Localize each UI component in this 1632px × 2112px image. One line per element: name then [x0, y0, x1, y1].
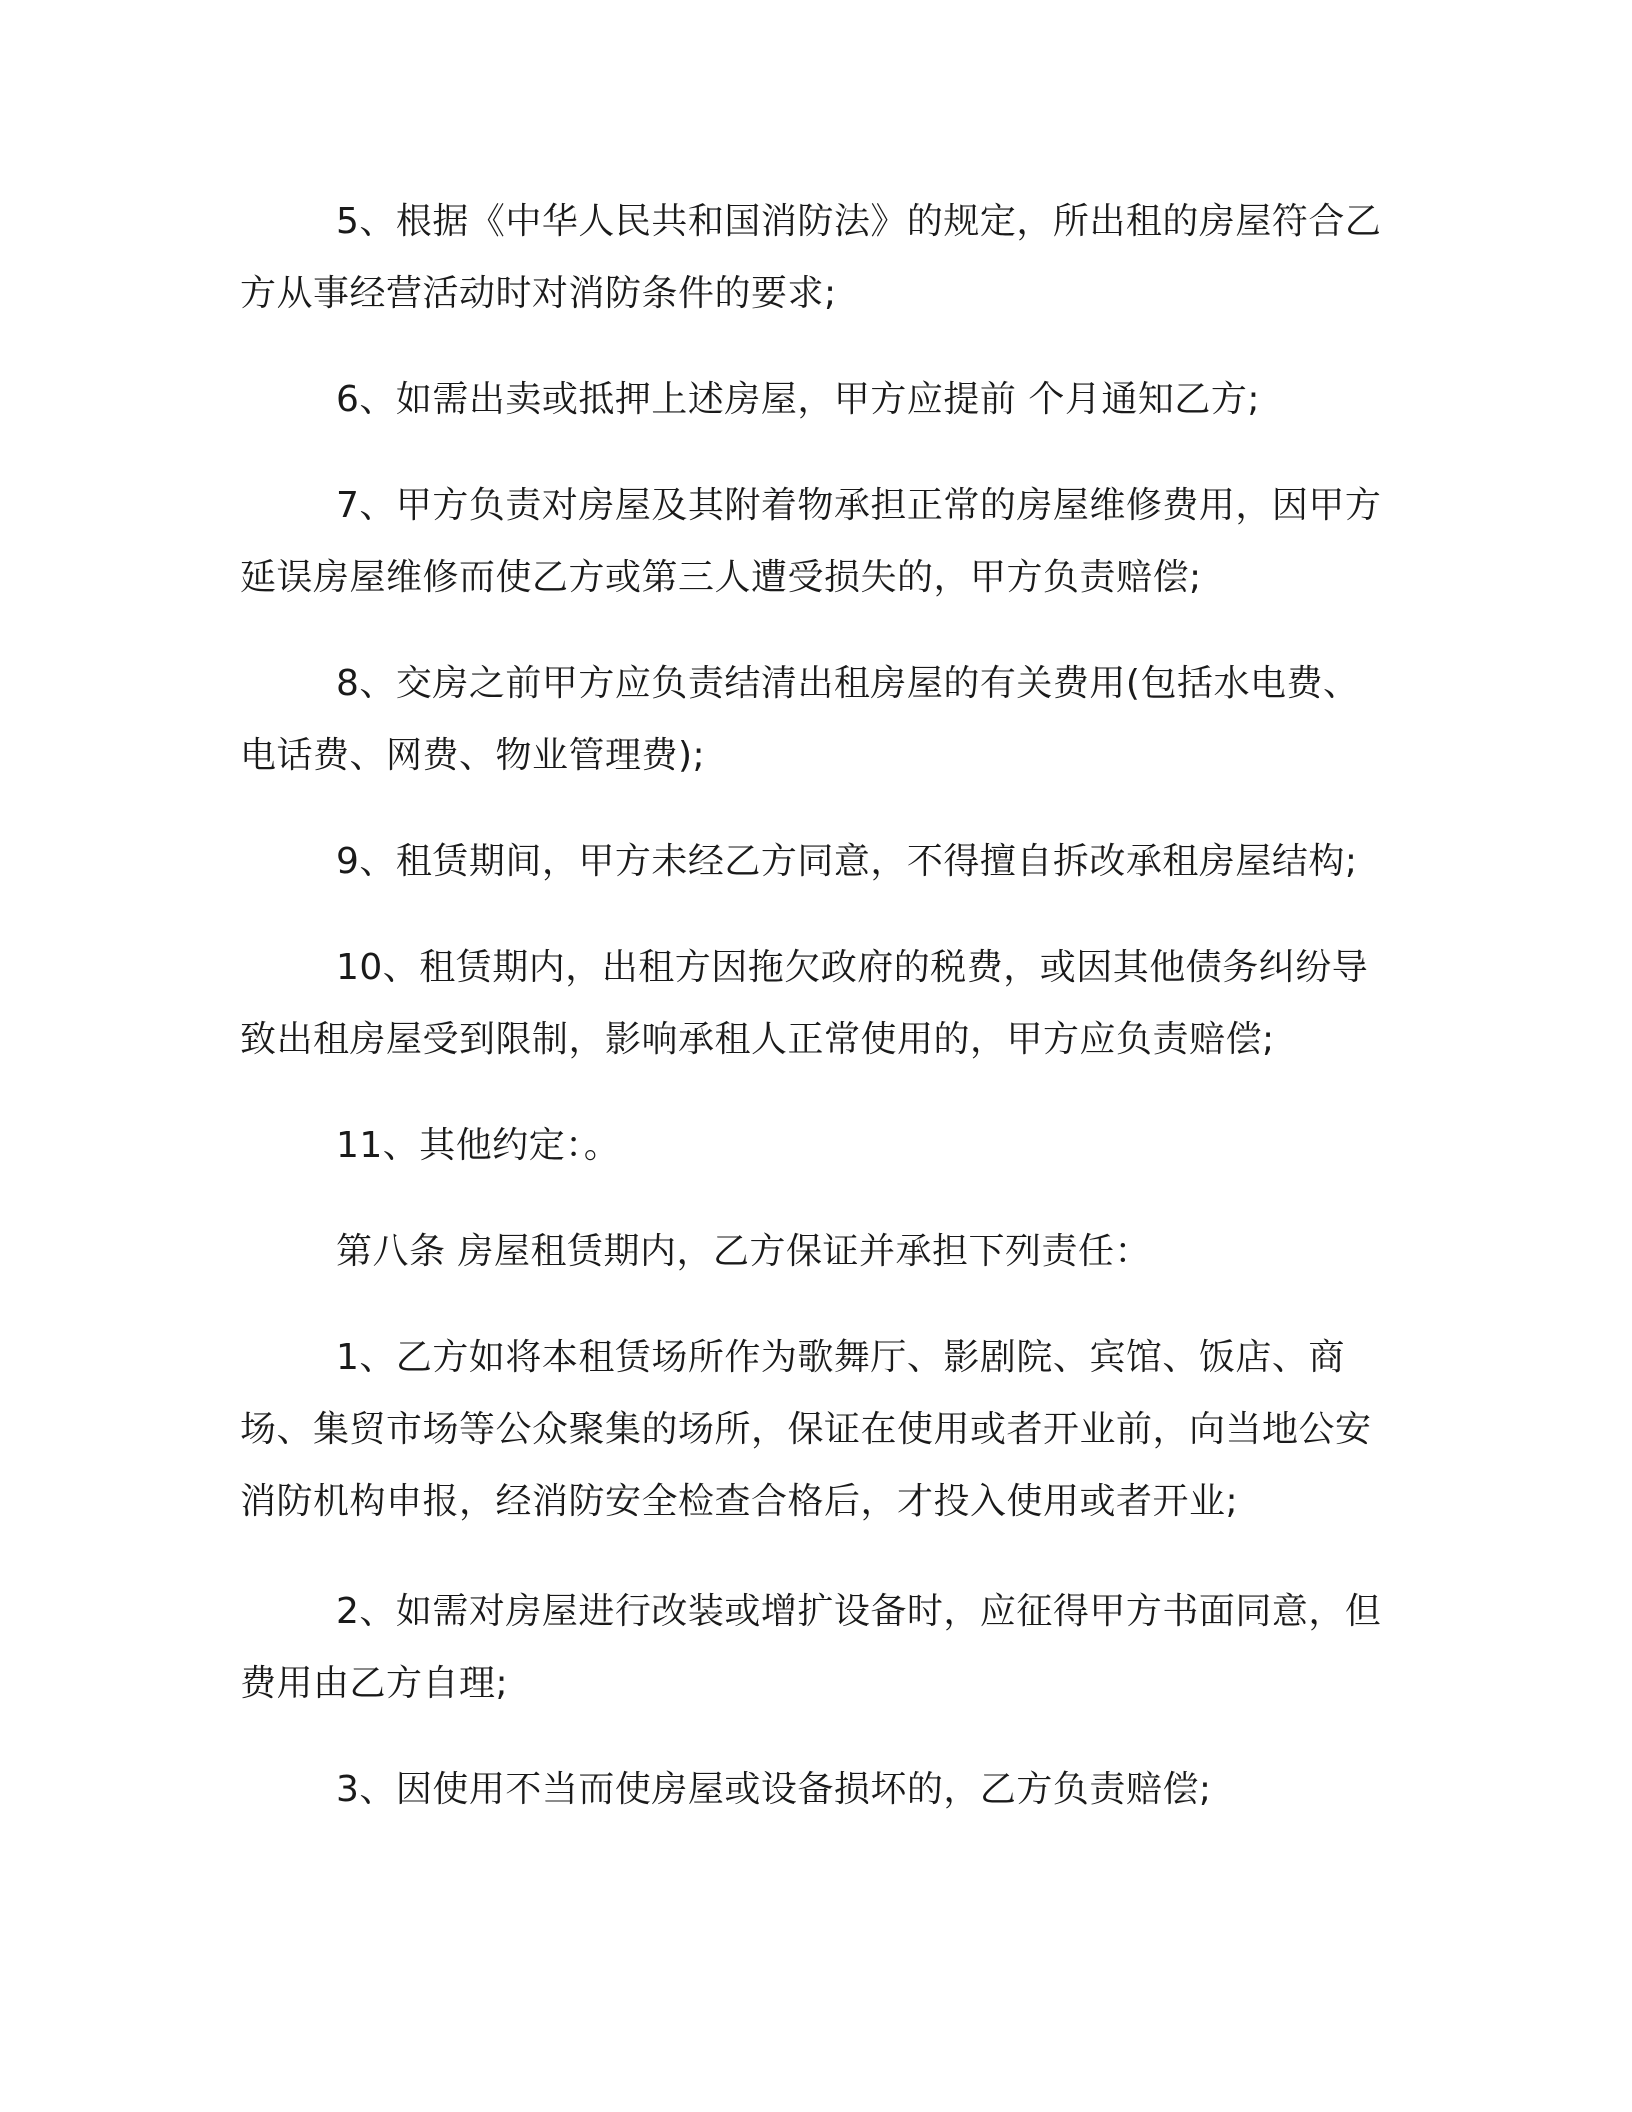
clause-8-paragraph: 8、交房之前甲方应负责结清出租房屋的有关费用(包括水电费、电话费、网费、物业管理费); — [240, 663, 1360, 776]
article-8-item-1: 1、乙方如将本租赁场所作为歌舞厅、影剧院、宾馆、饭店、商场、集贸市场等公众聚集的场所，保证在使用或者开业前，向当地公安消防机构申报，经消防安全检查合格后，才投入使用或者开业; — [240, 1337, 1372, 1522]
article-8-item-3: 3、因使用不当而使房屋或设备损坏的，乙方负责赔偿; — [336, 1769, 1212, 1810]
article-8-heading: 第八条 房屋租赁期内，乙方保证并承担下列责任： — [336, 1231, 1151, 1272]
clause-7-paragraph: 7、甲方负责对房屋及其附着物承担正常的房屋维修费用，因甲方延误房屋维修而使乙方或第三人遭受损失的，甲方负责赔偿; — [240, 485, 1382, 598]
clause-11-paragraph: 11、其他约定：。 — [336, 1125, 621, 1166]
clause-5-paragraph: 5、根据《中华人民共和国消防法》的规定，所出租的房屋符合乙方从事经营活动时对消防条件的要求; — [240, 201, 1382, 314]
article-8-item-2: 2、如需对房屋进行改装或增扩设备时，应征得甲方书面同意，但费用由乙方自理; — [240, 1591, 1382, 1704]
clause-9-paragraph: 9、租赁期间，甲方未经乙方同意，不得擅自拆改承租房屋结构; — [336, 841, 1358, 882]
clause-10-paragraph: 10、租赁期内，出租方因拖欠政府的税费，或因其他债务纠纷导致出租房屋受到限制，影响承租人正常使用的，甲方应负责赔偿; — [240, 947, 1369, 1060]
clause-6-paragraph: 6、如需出卖或抵押上述房屋，甲方应提前 个月通知乙方; — [336, 379, 1260, 420]
